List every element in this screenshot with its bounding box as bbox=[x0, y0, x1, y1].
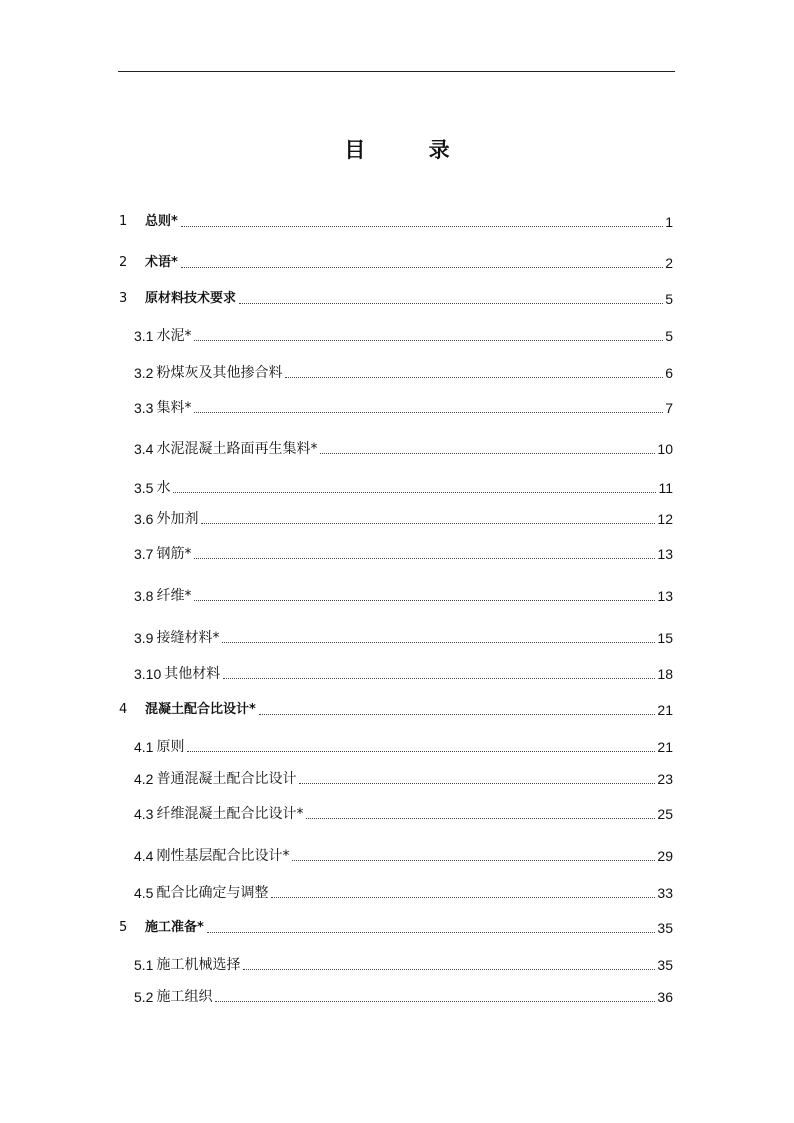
toc-entry[interactable] bbox=[119, 918, 673, 938]
dot-leader bbox=[207, 931, 656, 933]
page-title: 目 录 bbox=[344, 138, 478, 162]
dot-leader bbox=[194, 599, 655, 601]
dot-leader bbox=[181, 266, 663, 268]
toc-entry-number: 3 bbox=[119, 291, 128, 306]
toc-entry-title: 其他材料 bbox=[164, 666, 221, 682]
toc-entry[interactable] bbox=[134, 737, 673, 757]
toc-entry-title: 水泥* bbox=[156, 328, 192, 344]
toc-entry[interactable] bbox=[134, 987, 673, 1007]
toc-entry-number: 4.3 bbox=[134, 806, 154, 822]
dot-leader bbox=[201, 522, 655, 524]
toc-entry-number: 3.9 bbox=[134, 630, 154, 646]
toc-entry-number: 3.10 bbox=[134, 666, 162, 682]
dot-leader bbox=[292, 859, 655, 861]
toc-entry-number: 5.1 bbox=[134, 957, 154, 973]
toc-entry-title: 外加剂 bbox=[156, 511, 199, 527]
toc-entry-title: 施工准备* bbox=[145, 920, 204, 935]
toc-entry-page: 15 bbox=[657, 630, 673, 646]
dot-leader bbox=[243, 968, 655, 970]
toc-entry-page: 6 bbox=[665, 365, 673, 381]
toc-entry-page: 21 bbox=[657, 702, 673, 718]
dot-leader bbox=[299, 782, 655, 784]
toc-entry-title: 接缝材料* bbox=[156, 630, 220, 646]
toc-entry-number: 3.6 bbox=[134, 511, 154, 527]
toc-entry-page: 29 bbox=[657, 848, 673, 864]
toc-entry-title: 原则 bbox=[156, 739, 185, 755]
toc-entry-title: 普通混凝土配合比设计 bbox=[156, 771, 297, 787]
toc-entry-page: 11 bbox=[658, 480, 673, 496]
toc-entry[interactable] bbox=[119, 700, 673, 720]
toc-entry-title: 水 bbox=[156, 480, 171, 496]
toc-entry-title: 施工机械选择 bbox=[156, 957, 241, 973]
toc-entry-number: 2 bbox=[119, 255, 128, 270]
toc-entry-page: 35 bbox=[657, 957, 673, 973]
toc-entry-page: 5 bbox=[665, 291, 673, 307]
dot-leader bbox=[173, 491, 656, 493]
dot-leader bbox=[215, 1000, 655, 1002]
toc-entry[interactable] bbox=[134, 439, 673, 459]
toc-entry-title: 纤维混凝土配合比设计* bbox=[156, 806, 304, 822]
toc-entry-page: 13 bbox=[657, 588, 673, 604]
toc-entry-number: 4.5 bbox=[134, 885, 154, 901]
toc-entry[interactable] bbox=[134, 586, 673, 606]
toc-entry-title: 混凝土配合比设计* bbox=[145, 702, 256, 717]
toc-entry-title: 水泥混凝土路面再生集料* bbox=[156, 441, 318, 457]
dot-leader bbox=[285, 376, 663, 378]
dot-leader bbox=[320, 452, 655, 454]
dot-leader bbox=[194, 411, 663, 413]
toc-entry-title: 刚性基层配合比设计* bbox=[156, 848, 290, 864]
toc-entry-page: 36 bbox=[657, 989, 673, 1005]
toc-entry-page: 13 bbox=[657, 546, 673, 562]
toc-entry-number: 5 bbox=[119, 920, 128, 935]
toc-entry-page: 23 bbox=[657, 771, 673, 787]
dot-leader bbox=[194, 557, 655, 559]
toc-entry[interactable] bbox=[134, 398, 673, 418]
dot-leader bbox=[181, 225, 663, 227]
toc-entry-page: 21 bbox=[657, 739, 673, 755]
toc-entry-page: 33 bbox=[657, 885, 673, 901]
toc-entry[interactable] bbox=[134, 883, 673, 903]
toc-entry[interactable] bbox=[134, 846, 673, 866]
dot-leader bbox=[187, 750, 655, 752]
dot-leader bbox=[194, 339, 663, 341]
toc-entry[interactable] bbox=[134, 509, 673, 529]
toc-entry[interactable] bbox=[119, 289, 673, 309]
dot-leader bbox=[306, 817, 655, 819]
toc-entry-number: 3.4 bbox=[134, 441, 154, 457]
toc-entry-page: 7 bbox=[665, 400, 673, 416]
toc-entry-title: 纤维* bbox=[156, 588, 192, 604]
dot-leader bbox=[222, 641, 655, 643]
toc-entry-title: 原材料技术要求 bbox=[145, 291, 237, 306]
toc-entry[interactable] bbox=[134, 955, 673, 975]
toc-entry[interactable] bbox=[119, 253, 673, 273]
dot-leader bbox=[259, 713, 656, 715]
toc-entry-page: 10 bbox=[657, 441, 673, 457]
toc-entry[interactable] bbox=[134, 664, 673, 684]
toc-entry[interactable] bbox=[134, 804, 673, 824]
toc-entry-number: 3.2 bbox=[134, 365, 154, 381]
toc-entry-number: 4.1 bbox=[134, 739, 154, 755]
dot-leader bbox=[239, 302, 663, 304]
toc-entry-number: 4.2 bbox=[134, 771, 154, 787]
toc-entry-title: 术语* bbox=[145, 255, 178, 270]
toc-entry-page: 35 bbox=[657, 920, 673, 936]
toc-entry-number: 3.1 bbox=[134, 328, 154, 344]
toc-entry-page: 18 bbox=[657, 666, 673, 682]
toc-entry-number: 4 bbox=[119, 702, 128, 717]
toc-entry-number: 4.4 bbox=[134, 848, 154, 864]
toc-entry-number: 5.2 bbox=[134, 989, 154, 1005]
toc-entry[interactable] bbox=[134, 544, 673, 564]
toc-entry-number: 1 bbox=[119, 214, 128, 229]
toc-entry-title: 总则* bbox=[145, 214, 178, 229]
toc-entry-number: 3.7 bbox=[134, 546, 154, 562]
toc-entry-page: 2 bbox=[665, 255, 673, 271]
toc-entry[interactable] bbox=[134, 478, 673, 498]
toc-entry-page: 25 bbox=[657, 806, 673, 822]
toc-entry[interactable] bbox=[134, 769, 673, 789]
toc-entry-page: 12 bbox=[657, 511, 673, 527]
toc-entry-title: 钢筋* bbox=[156, 546, 192, 562]
dot-leader bbox=[223, 677, 655, 679]
toc-entry[interactable] bbox=[119, 212, 673, 232]
toc-entry-number: 3.3 bbox=[134, 400, 154, 416]
toc-entry[interactable] bbox=[134, 363, 673, 383]
dot-leader bbox=[271, 896, 655, 898]
header-rule bbox=[118, 71, 675, 72]
toc-entry-number: 3.8 bbox=[134, 588, 154, 604]
toc-entry[interactable] bbox=[134, 628, 673, 648]
toc-entry-page: 5 bbox=[665, 328, 673, 344]
toc-entry-title: 粉煤灰及其他掺合料 bbox=[156, 365, 283, 381]
toc-entry-title: 配合比确定与调整 bbox=[156, 885, 269, 901]
toc-entry[interactable] bbox=[134, 326, 673, 346]
toc-entry-number: 3.5 bbox=[134, 480, 154, 496]
toc-entry-page: 1 bbox=[665, 214, 673, 230]
toc-entry-title: 集料* bbox=[156, 400, 192, 416]
toc-entry-title: 施工组织 bbox=[156, 989, 213, 1005]
